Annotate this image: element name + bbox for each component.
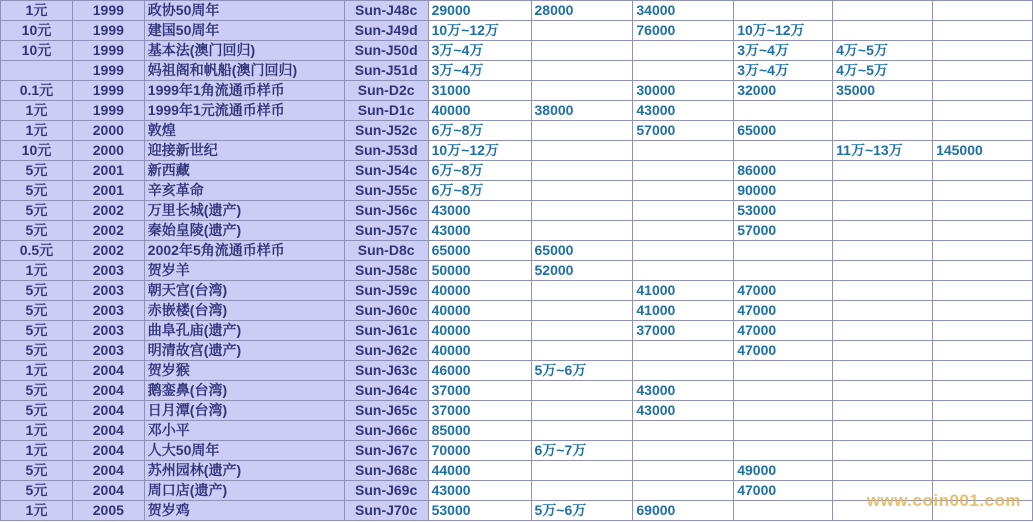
price-cell: [933, 221, 1033, 241]
face-value-cell: 1元: [1, 1, 73, 21]
price-cell: [933, 321, 1033, 341]
face-value-cell: 5元: [1, 481, 73, 501]
price-cell: [531, 81, 633, 101]
coin-name-cell: 邓小平: [144, 421, 344, 441]
price-cell: 10万~12万: [734, 21, 833, 41]
face-value-cell: 1元: [1, 261, 73, 281]
price-cell: [734, 501, 833, 521]
price-cell: [734, 441, 833, 461]
catalog-code-cell: Sun-J52c: [344, 121, 428, 141]
year-cell: 2004: [72, 441, 144, 461]
table-row: [1, 1, 1033, 21]
price-cell: 53000: [734, 201, 833, 221]
price-cell: [833, 301, 933, 321]
table-row: [1, 241, 1033, 261]
coin-name-cell: 基本法(澳门回归): [144, 41, 344, 61]
year-cell: 2003: [72, 301, 144, 321]
table-row: [1, 461, 1033, 481]
price-cell: 43000: [428, 201, 531, 221]
face-value-cell: 1元: [1, 361, 73, 381]
price-cell: [833, 161, 933, 181]
coin-name-cell: 妈祖阁和帆船(澳门回归): [144, 61, 344, 81]
year-cell: 2000: [72, 141, 144, 161]
price-cell: [633, 341, 734, 361]
coin-name-cell: 新西藏: [144, 161, 344, 181]
coin-name-cell: 鹅銮鼻(台湾): [144, 381, 344, 401]
year-cell: 1999: [72, 101, 144, 121]
catalog-code-cell: Sun-J64c: [344, 381, 428, 401]
catalog-code-cell: Sun-J50d: [344, 41, 428, 61]
price-cell: 37000: [633, 321, 734, 341]
face-value-cell: 0.5元: [1, 241, 73, 261]
price-cell: 40000: [428, 101, 531, 121]
price-cell: [633, 421, 734, 441]
price-cell: 3万~4万: [734, 61, 833, 81]
price-cell: [833, 261, 933, 281]
face-value-cell: 10元: [1, 141, 73, 161]
price-cell: 90000: [734, 181, 833, 201]
year-cell: 2002: [72, 241, 144, 261]
price-cell: 41000: [633, 301, 734, 321]
coin-name-cell: 敦煌: [144, 121, 344, 141]
year-cell: 2004: [72, 401, 144, 421]
price-cell: [531, 421, 633, 441]
price-cell: [531, 461, 633, 481]
table-row: [1, 301, 1033, 321]
table-row: [1, 421, 1033, 441]
table-row: [1, 341, 1033, 361]
price-cell: [633, 361, 734, 381]
price-cell: [531, 21, 633, 41]
price-cell: [531, 301, 633, 321]
face-value-cell: 5元: [1, 221, 73, 241]
price-cell: [531, 481, 633, 501]
price-cell: [531, 201, 633, 221]
price-cell: 43000: [428, 221, 531, 241]
price-cell: [933, 241, 1033, 261]
coin-name-cell: 2002年5角流通币样币: [144, 241, 344, 261]
catalog-code-cell: Sun-J56c: [344, 201, 428, 221]
price-cell: [833, 101, 933, 121]
price-cell: 43000: [633, 381, 734, 401]
coin-name-cell: 周口店(遗产): [144, 481, 344, 501]
price-cell: 38000: [531, 101, 633, 121]
face-value-cell: 5元: [1, 381, 73, 401]
price-cell: 145000: [933, 141, 1033, 161]
price-cell: [933, 381, 1033, 401]
year-cell: 2003: [72, 341, 144, 361]
price-cell: 29000: [428, 1, 531, 21]
price-cell: 65000: [531, 241, 633, 261]
catalog-code-cell: Sun-J65c: [344, 401, 428, 421]
year-cell: 2003: [72, 321, 144, 341]
coin-name-cell: 1999年1元流通币样币: [144, 101, 344, 121]
price-cell: [933, 461, 1033, 481]
face-value-cell: 5元: [1, 461, 73, 481]
price-cell: 47000: [734, 321, 833, 341]
table-row: [1, 381, 1033, 401]
price-cell: 5万~6万: [531, 501, 633, 521]
table-row: [1, 121, 1033, 141]
price-cell: 37000: [428, 401, 531, 421]
price-cell: [833, 381, 933, 401]
price-cell: [933, 281, 1033, 301]
table-row: [1, 201, 1033, 221]
table-row: [1, 321, 1033, 341]
price-cell: [933, 61, 1033, 81]
catalog-code-cell: Sun-J55c: [344, 181, 428, 201]
price-cell: [633, 441, 734, 461]
table-row: [1, 41, 1033, 61]
price-cell: [633, 41, 734, 61]
price-cell: 5万~6万: [531, 361, 633, 381]
price-cell: [531, 41, 633, 61]
price-cell: 47000: [734, 341, 833, 361]
price-cell: [734, 101, 833, 121]
year-cell: 2005: [72, 501, 144, 521]
price-cell: 76000: [633, 21, 734, 41]
coin-name-cell: 朝天宫(台湾): [144, 281, 344, 301]
price-cell: 57000: [633, 121, 734, 141]
table-row: [1, 81, 1033, 101]
price-cell: 65000: [428, 241, 531, 261]
price-cell: [833, 21, 933, 41]
price-cell: [633, 221, 734, 241]
coin-name-cell: 曲阜孔庙(遗产): [144, 321, 344, 341]
price-cell: 40000: [428, 341, 531, 361]
catalog-code-cell: Sun-J58c: [344, 261, 428, 281]
price-cell: [531, 401, 633, 421]
face-value-cell: [1, 61, 73, 81]
face-value-cell: 1元: [1, 441, 73, 461]
price-cell: 43000: [428, 481, 531, 501]
price-cell: [933, 441, 1033, 461]
price-cell: 6万~8万: [428, 121, 531, 141]
year-cell: 2002: [72, 201, 144, 221]
catalog-code-cell: Sun-D2c: [344, 81, 428, 101]
table-row: [1, 21, 1033, 41]
price-cell: [531, 141, 633, 161]
price-cell: [833, 121, 933, 141]
price-cell: [734, 401, 833, 421]
table-row: [1, 281, 1033, 301]
year-cell: 2004: [72, 421, 144, 441]
coin-name-cell: 秦始皇陵(遗产): [144, 221, 344, 241]
year-cell: 2001: [72, 161, 144, 181]
catalog-code-cell: Sun-D8c: [344, 241, 428, 261]
catalog-code-cell: Sun-J51d: [344, 61, 428, 81]
price-cell: 49000: [734, 461, 833, 481]
price-cell: [933, 121, 1033, 141]
price-cell: [933, 261, 1033, 281]
face-value-cell: 5元: [1, 181, 73, 201]
price-cell: [633, 241, 734, 261]
price-cell: [833, 421, 933, 441]
price-cell: 37000: [428, 381, 531, 401]
price-cell: [933, 301, 1033, 321]
table-row: [1, 161, 1033, 181]
table-body: [1, 1, 1033, 521]
price-cell: 40000: [428, 281, 531, 301]
catalog-code-cell: Sun-J61c: [344, 321, 428, 341]
price-cell: 34000: [633, 1, 734, 21]
price-cell: 32000: [734, 81, 833, 101]
price-cell: 46000: [428, 361, 531, 381]
price-cell: 31000: [428, 81, 531, 101]
price-cell: [933, 201, 1033, 221]
price-cell: 6万~7万: [531, 441, 633, 461]
price-cell: 47000: [734, 301, 833, 321]
coin-name-cell: 明清故宫(遗产): [144, 341, 344, 361]
price-cell: [833, 401, 933, 421]
face-value-cell: 5元: [1, 341, 73, 361]
year-cell: 2004: [72, 361, 144, 381]
price-cell: [633, 181, 734, 201]
price-cell: [933, 181, 1033, 201]
catalog-code-cell: Sun-J57c: [344, 221, 428, 241]
year-cell: 2000: [72, 121, 144, 141]
face-value-cell: 5元: [1, 401, 73, 421]
face-value-cell: 1元: [1, 121, 73, 141]
price-cell: 43000: [633, 101, 734, 121]
year-cell: 2002: [72, 221, 144, 241]
coin-name-cell: 人大50周年: [144, 441, 344, 461]
price-cell: [633, 261, 734, 281]
face-value-cell: 1元: [1, 421, 73, 441]
price-cell: [531, 381, 633, 401]
year-cell: 1999: [72, 61, 144, 81]
price-cell: 40000: [428, 301, 531, 321]
table-row: [1, 361, 1033, 381]
price-cell: [833, 221, 933, 241]
price-cell: 3万~4万: [428, 41, 531, 61]
price-cell: 47000: [734, 481, 833, 501]
price-cell: [531, 321, 633, 341]
price-cell: [734, 261, 833, 281]
table-row: [1, 441, 1033, 461]
price-cell: [633, 201, 734, 221]
price-cell: [633, 481, 734, 501]
price-cell: [531, 281, 633, 301]
year-cell: 1999: [72, 41, 144, 61]
price-cell: [734, 381, 833, 401]
price-cell: 85000: [428, 421, 531, 441]
price-cell: [933, 341, 1033, 361]
price-cell: 86000: [734, 161, 833, 181]
year-cell: 1999: [72, 81, 144, 101]
coin-name-cell: 贺岁鸡: [144, 501, 344, 521]
catalog-code-cell: Sun-J69c: [344, 481, 428, 501]
catalog-code-cell: Sun-J70c: [344, 501, 428, 521]
price-cell: [933, 161, 1033, 181]
price-cell: [734, 141, 833, 161]
catalog-code-cell: Sun-J48c: [344, 1, 428, 21]
price-cell: [531, 181, 633, 201]
price-cell: [833, 241, 933, 261]
catalog-code-cell: Sun-J62c: [344, 341, 428, 361]
price-cell: 47000: [734, 281, 833, 301]
price-cell: [933, 421, 1033, 441]
catalog-code-cell: Sun-J63c: [344, 361, 428, 381]
coin-name-cell: 贺岁猴: [144, 361, 344, 381]
coin-name-cell: 迎接新世纪: [144, 141, 344, 161]
catalog-code-cell: Sun-J53d: [344, 141, 428, 161]
face-value-cell: 5元: [1, 301, 73, 321]
site-watermark: www.coin001.com: [866, 491, 1021, 510]
catalog-code-cell: Sun-J49d: [344, 21, 428, 41]
coin-name-cell: 辛亥革命: [144, 181, 344, 201]
coin-name-cell: 贺岁羊: [144, 261, 344, 281]
price-cell: [833, 1, 933, 21]
price-cell: [933, 81, 1033, 101]
price-cell: 28000: [531, 1, 633, 21]
catalog-code-cell: Sun-J59c: [344, 281, 428, 301]
price-cell: [633, 461, 734, 481]
price-cell: 4万~5万: [833, 61, 933, 81]
table-row: [1, 101, 1033, 121]
price-cell: [734, 241, 833, 261]
price-cell: [833, 461, 933, 481]
price-cell: [833, 281, 933, 301]
price-cell: 65000: [734, 121, 833, 141]
price-cell: 10万~12万: [428, 141, 531, 161]
price-cell: 53000: [428, 501, 531, 521]
year-cell: 2004: [72, 381, 144, 401]
price-cell: 69000: [633, 501, 734, 521]
face-value-cell: 5元: [1, 201, 73, 221]
price-cell: 6万~8万: [428, 181, 531, 201]
price-cell: [833, 201, 933, 221]
face-value-cell: 5元: [1, 281, 73, 301]
face-value-cell: 1元: [1, 501, 73, 521]
year-cell: 2004: [72, 461, 144, 481]
year-cell: 2004: [72, 481, 144, 501]
year-cell: 2003: [72, 261, 144, 281]
price-cell: [933, 361, 1033, 381]
year-cell: 2003: [72, 281, 144, 301]
coin-name-cell: 苏州园林(遗产): [144, 461, 344, 481]
price-cell: [633, 61, 734, 81]
coin-name-cell: 建国50周年: [144, 21, 344, 41]
price-cell: [833, 321, 933, 341]
price-cell: 6万~8万: [428, 161, 531, 181]
face-value-cell: 0.1元: [1, 81, 73, 101]
catalog-code-cell: Sun-J68c: [344, 461, 428, 481]
price-cell: 4万~5万: [833, 41, 933, 61]
price-cell: 40000: [428, 321, 531, 341]
price-cell: [531, 341, 633, 361]
price-cell: [833, 341, 933, 361]
price-cell: [933, 101, 1033, 121]
price-cell: [633, 141, 734, 161]
price-cell: 10万~12万: [428, 21, 531, 41]
catalog-code-cell: Sun-J54c: [344, 161, 428, 181]
price-cell: 3万~4万: [428, 61, 531, 81]
table-row: [1, 221, 1033, 241]
price-cell: [734, 421, 833, 441]
table-row: [1, 401, 1033, 421]
table-row: [1, 181, 1033, 201]
face-value-cell: 10元: [1, 41, 73, 61]
price-cell: [531, 121, 633, 141]
price-cell: [933, 1, 1033, 21]
catalog-code-cell: Sun-J66c: [344, 421, 428, 441]
price-cell: 52000: [531, 261, 633, 281]
price-cell: 70000: [428, 441, 531, 461]
catalog-code-cell: Sun-D1c: [344, 101, 428, 121]
price-cell: 35000: [833, 81, 933, 101]
price-cell: 50000: [428, 261, 531, 281]
face-value-cell: 5元: [1, 321, 73, 341]
price-cell: [734, 361, 833, 381]
table-row: [1, 61, 1033, 81]
price-cell: 43000: [633, 401, 734, 421]
coin-name-cell: 日月潭(台湾): [144, 401, 344, 421]
catalog-code-cell: Sun-J60c: [344, 301, 428, 321]
price-cell: [633, 161, 734, 181]
price-cell: 3万~4万: [734, 41, 833, 61]
price-cell: [531, 221, 633, 241]
table-row: [1, 261, 1033, 281]
price-cell: [933, 41, 1033, 61]
coin-name-cell: 1999年1角流通币样币: [144, 81, 344, 101]
face-value-cell: 5元: [1, 161, 73, 181]
year-cell: 1999: [72, 21, 144, 41]
coin-name-cell: 赤嵌楼(台湾): [144, 301, 344, 321]
price-cell: 57000: [734, 221, 833, 241]
year-cell: 2001: [72, 181, 144, 201]
price-cell: 30000: [633, 81, 734, 101]
price-cell: [933, 21, 1033, 41]
coin-name-cell: 万里长城(遗产): [144, 201, 344, 221]
price-cell: [531, 61, 633, 81]
price-cell: 41000: [633, 281, 734, 301]
price-cell: [734, 1, 833, 21]
year-cell: 1999: [72, 1, 144, 21]
price-cell: [531, 161, 633, 181]
price-cell: [933, 401, 1033, 421]
coin-name-cell: 政协50周年: [144, 1, 344, 21]
price-cell: [833, 441, 933, 461]
price-cell: [833, 361, 933, 381]
face-value-cell: 1元: [1, 101, 73, 121]
catalog-code-cell: Sun-J67c: [344, 441, 428, 461]
face-value-cell: 10元: [1, 21, 73, 41]
table-row: [1, 141, 1033, 161]
price-cell: 44000: [428, 461, 531, 481]
price-cell: [833, 181, 933, 201]
price-cell: 11万~13万: [833, 141, 933, 161]
